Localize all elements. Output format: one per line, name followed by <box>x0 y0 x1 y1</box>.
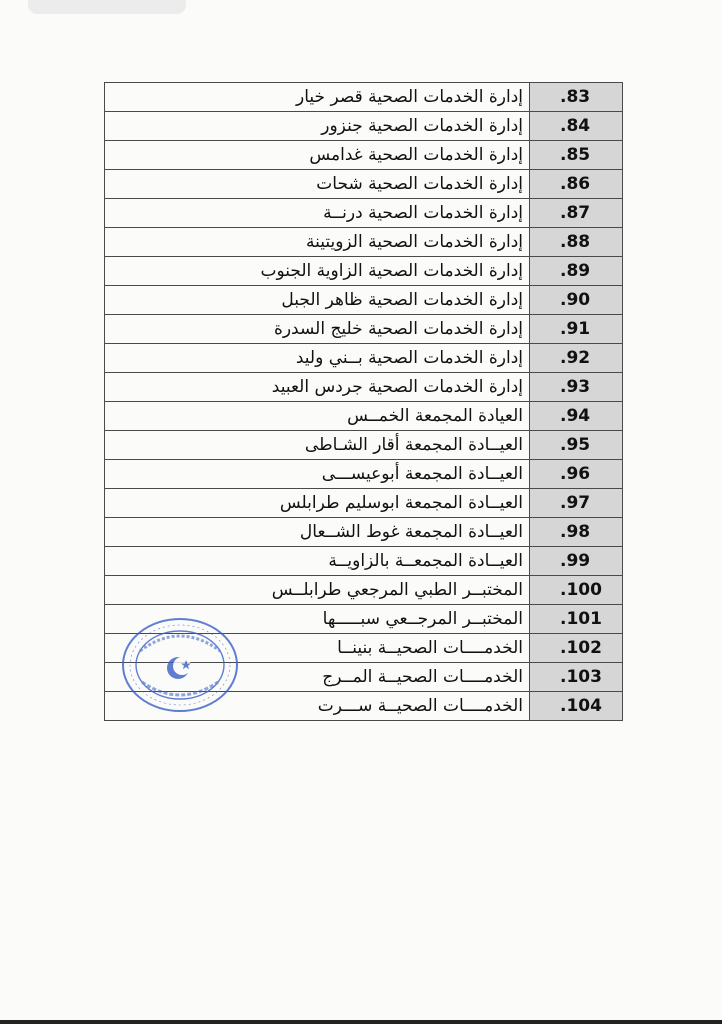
table-row <box>105 547 623 576</box>
crescent-star-icon <box>167 657 191 679</box>
entity-name-cell: المختبــر الطبي المرجعي طرابلــس <box>105 576 530 605</box>
table-row <box>105 315 623 344</box>
top-overlay-tab <box>28 0 186 14</box>
entity-name-cell: إدارة الخدمات الصحية الزاوية الجنوب <box>105 257 530 286</box>
entity-name-cell: إدارة الخدمات الصحية بــني وليد <box>105 344 530 373</box>
table-row <box>105 228 623 257</box>
table-row <box>105 257 623 286</box>
row-number-cell: .104 <box>530 692 623 721</box>
row-number-cell: .87 <box>530 199 623 228</box>
entity-name-cell: إدارة الخدمات الصحية ظاهر الجبل <box>105 286 530 315</box>
table-row <box>105 112 623 141</box>
ministry-stamp <box>120 616 240 714</box>
row-number-cell: .89 <box>530 257 623 286</box>
table-row <box>105 576 623 605</box>
entity-name-cell: العيــادة المجمعة أقار الشـاطى <box>105 431 530 460</box>
entity-name-cell: الخدمــــات الصحيــة ســـرت <box>105 692 530 721</box>
row-number-cell: .96 <box>530 460 623 489</box>
table-row <box>105 431 623 460</box>
entity-name-cell: إدارة الخدمات الصحية غدامس <box>105 141 530 170</box>
table-row <box>105 170 623 199</box>
table-row <box>105 199 623 228</box>
entity-name-cell: المختبــر المرجــعي سبـــــها <box>105 605 530 634</box>
row-number-cell: .93 <box>530 373 623 402</box>
row-number-cell: .101 <box>530 605 623 634</box>
table-row <box>105 286 623 315</box>
row-number-cell: .103 <box>530 663 623 692</box>
table-row <box>105 344 623 373</box>
row-number-cell: .99 <box>530 547 623 576</box>
entity-name-cell: العيــادة المجمعــة بالزاويــة <box>105 547 530 576</box>
entity-name-cell: إدارة الخدمات الصحية شحات <box>105 170 530 199</box>
entity-name-cell: العيــادة المجمعة غوط الشــعال <box>105 518 530 547</box>
entity-name-cell: العيــادة المجمعة أبوعيســـى <box>105 460 530 489</box>
entity-name-cell: العيــادة المجمعة ابوسليم طرابلس <box>105 489 530 518</box>
row-number-cell: .84 <box>530 112 623 141</box>
row-number-cell: .88 <box>530 228 623 257</box>
row-number-cell: .94 <box>530 402 623 431</box>
table-row <box>105 83 623 112</box>
bottom-edge <box>0 1020 722 1024</box>
table-row <box>105 489 623 518</box>
entity-name-cell: الخدمــــات الصحيــة بنينــا <box>105 634 530 663</box>
row-number-cell: .98 <box>530 518 623 547</box>
entity-name-cell: الخدمــــات الصحيــة المــرج <box>105 663 530 692</box>
row-number-cell: .83 <box>530 83 623 112</box>
row-number-cell: .86 <box>530 170 623 199</box>
entity-name-cell: إدارة الخدمات الصحية الزويتينة <box>105 228 530 257</box>
row-number-cell: .90 <box>530 286 623 315</box>
row-number-cell: .102 <box>530 634 623 663</box>
row-number-cell: .92 <box>530 344 623 373</box>
table-row <box>105 518 623 547</box>
row-number-cell: .97 <box>530 489 623 518</box>
row-number-cell: .95 <box>530 431 623 460</box>
table-row <box>105 373 623 402</box>
row-number-cell: .85 <box>530 141 623 170</box>
row-number-cell: .91 <box>530 315 623 344</box>
table-row <box>105 460 623 489</box>
table-row <box>105 402 623 431</box>
entity-name-cell: إدارة الخدمات الصحية جردس العبيد <box>105 373 530 402</box>
table-row <box>105 141 623 170</box>
entity-name-cell: إدارة الخدمات الصحية قصر خيار <box>105 83 530 112</box>
row-number-cell: .100 <box>530 576 623 605</box>
entity-name-cell: إدارة الخدمات الصحية درنــة <box>105 199 530 228</box>
entity-name-cell: العيادة المجمعة الخمــس <box>105 402 530 431</box>
entity-name-cell: إدارة الخدمات الصحية جنزور <box>105 112 530 141</box>
entity-name-cell: إدارة الخدمات الصحية خليج السدرة <box>105 315 530 344</box>
